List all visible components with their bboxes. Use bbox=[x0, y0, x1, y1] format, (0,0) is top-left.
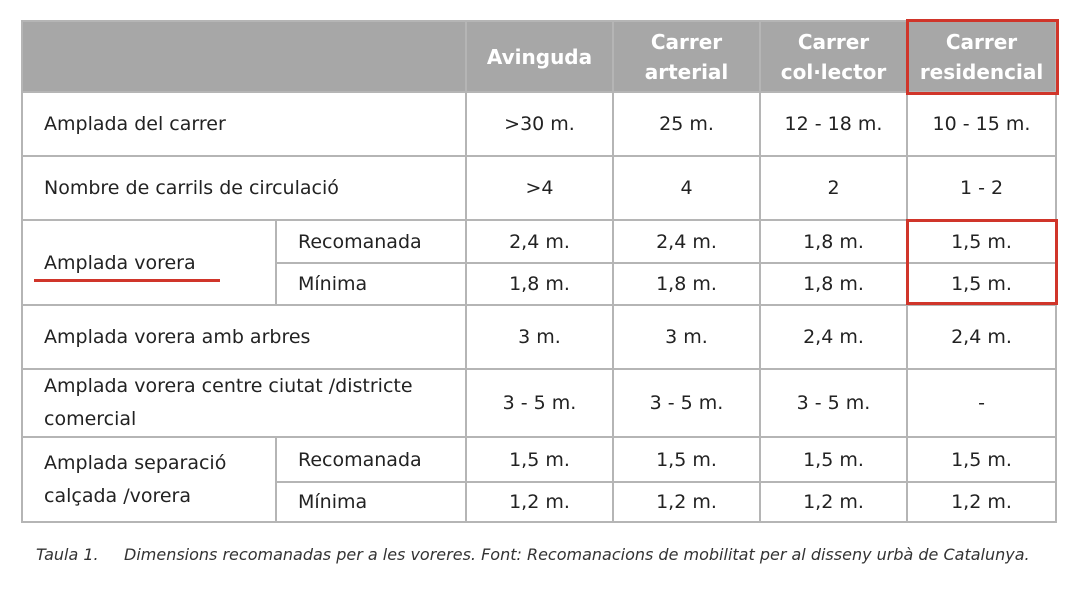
highlight-box-residencial-header bbox=[906, 19, 1059, 95]
cell-value: 12 - 18 m. bbox=[760, 92, 907, 156]
cell-value: 1,5 m. bbox=[907, 437, 1056, 482]
cell-value: 1,2 m. bbox=[907, 482, 1056, 522]
table-row bbox=[22, 92, 1056, 156]
header-carrer-residencial: Carrer residencial bbox=[907, 21, 1056, 92]
header-carrer-collector: Carrer col·lector bbox=[760, 21, 907, 92]
cell-value: 1,8 m. bbox=[466, 263, 613, 305]
cell-value: 2,4 m. bbox=[907, 305, 1056, 369]
cell-value: 1,5 m. bbox=[907, 263, 1056, 305]
cell-value: 3 - 5 m. bbox=[760, 369, 907, 437]
table-row bbox=[22, 156, 1056, 220]
sub-label: Recomanada bbox=[276, 220, 466, 263]
highlight-box-residencial-vorera bbox=[906, 219, 1058, 305]
cell-value: 2,4 m. bbox=[613, 220, 760, 263]
cell-value: 1,5 m. bbox=[907, 220, 1056, 263]
cell-value: 1,8 m. bbox=[760, 263, 907, 305]
cell-value: 1,8 m. bbox=[613, 263, 760, 305]
cell-value: 25 m. bbox=[613, 92, 760, 156]
caption-number: Taula 1. bbox=[36, 545, 99, 564]
cell-value: 1,5 m. bbox=[613, 437, 760, 482]
cell-value: 1,5 m. bbox=[760, 437, 907, 482]
cell-value: >4 bbox=[466, 156, 613, 220]
table-caption bbox=[36, 542, 1046, 567]
cell-value: 10 - 15 m. bbox=[907, 92, 1056, 156]
caption-text: Dimensions recomanadas per a les voreres. Font: Recomanacions de mobilitat per al disseny urbà de Catalunya. bbox=[124, 545, 1030, 564]
header-carrer-arterial: Carrer arterial bbox=[613, 21, 760, 92]
cell-value: 3 m. bbox=[613, 305, 760, 369]
row-label: Amplada vorera amb arbres bbox=[22, 305, 466, 369]
row-label: Amplada vorera centre ciutat /districte comercial bbox=[22, 369, 466, 437]
sub-label: Mínima bbox=[276, 263, 466, 305]
cell-value: 1,2 m. bbox=[760, 482, 907, 522]
cell-value: 4 bbox=[613, 156, 760, 220]
table-row bbox=[22, 369, 1056, 437]
cell-value: 3 - 5 m. bbox=[613, 369, 760, 437]
row-label: Amplada separació calçada /vorera bbox=[22, 437, 276, 522]
cell-value: 3 m. bbox=[466, 305, 613, 369]
table-row bbox=[22, 305, 1056, 369]
underline-amplada-vorera bbox=[34, 279, 220, 282]
header-avinguda: Avinguda bbox=[466, 21, 613, 92]
cell-value: >30 m. bbox=[466, 92, 613, 156]
cell-value: 1,8 m. bbox=[760, 220, 907, 263]
row-label: Amplada del carrer bbox=[22, 92, 466, 156]
street-dimensions-table bbox=[21, 20, 1057, 523]
cell-value: 1 - 2 bbox=[907, 156, 1056, 220]
sub-label: Recomanada bbox=[276, 437, 466, 482]
cell-value: 2 bbox=[760, 156, 907, 220]
cell-value: 1,5 m. bbox=[466, 437, 613, 482]
sub-label: Mínima bbox=[276, 482, 466, 522]
table-row bbox=[22, 437, 1056, 482]
header-empty-cell bbox=[22, 21, 466, 92]
row-label: Nombre de carrils de circulació bbox=[22, 156, 466, 220]
table-row bbox=[22, 220, 1056, 263]
cell-value: 2,4 m. bbox=[466, 220, 613, 263]
cell-value: 1,2 m. bbox=[466, 482, 613, 522]
row-label: Amplada vorera bbox=[22, 220, 276, 305]
cell-value: 2,4 m. bbox=[760, 305, 907, 369]
cell-value: 1,2 m. bbox=[613, 482, 760, 522]
table-header-row bbox=[22, 21, 1056, 92]
cell-value: 3 - 5 m. bbox=[466, 369, 613, 437]
cell-value: - bbox=[907, 369, 1056, 437]
